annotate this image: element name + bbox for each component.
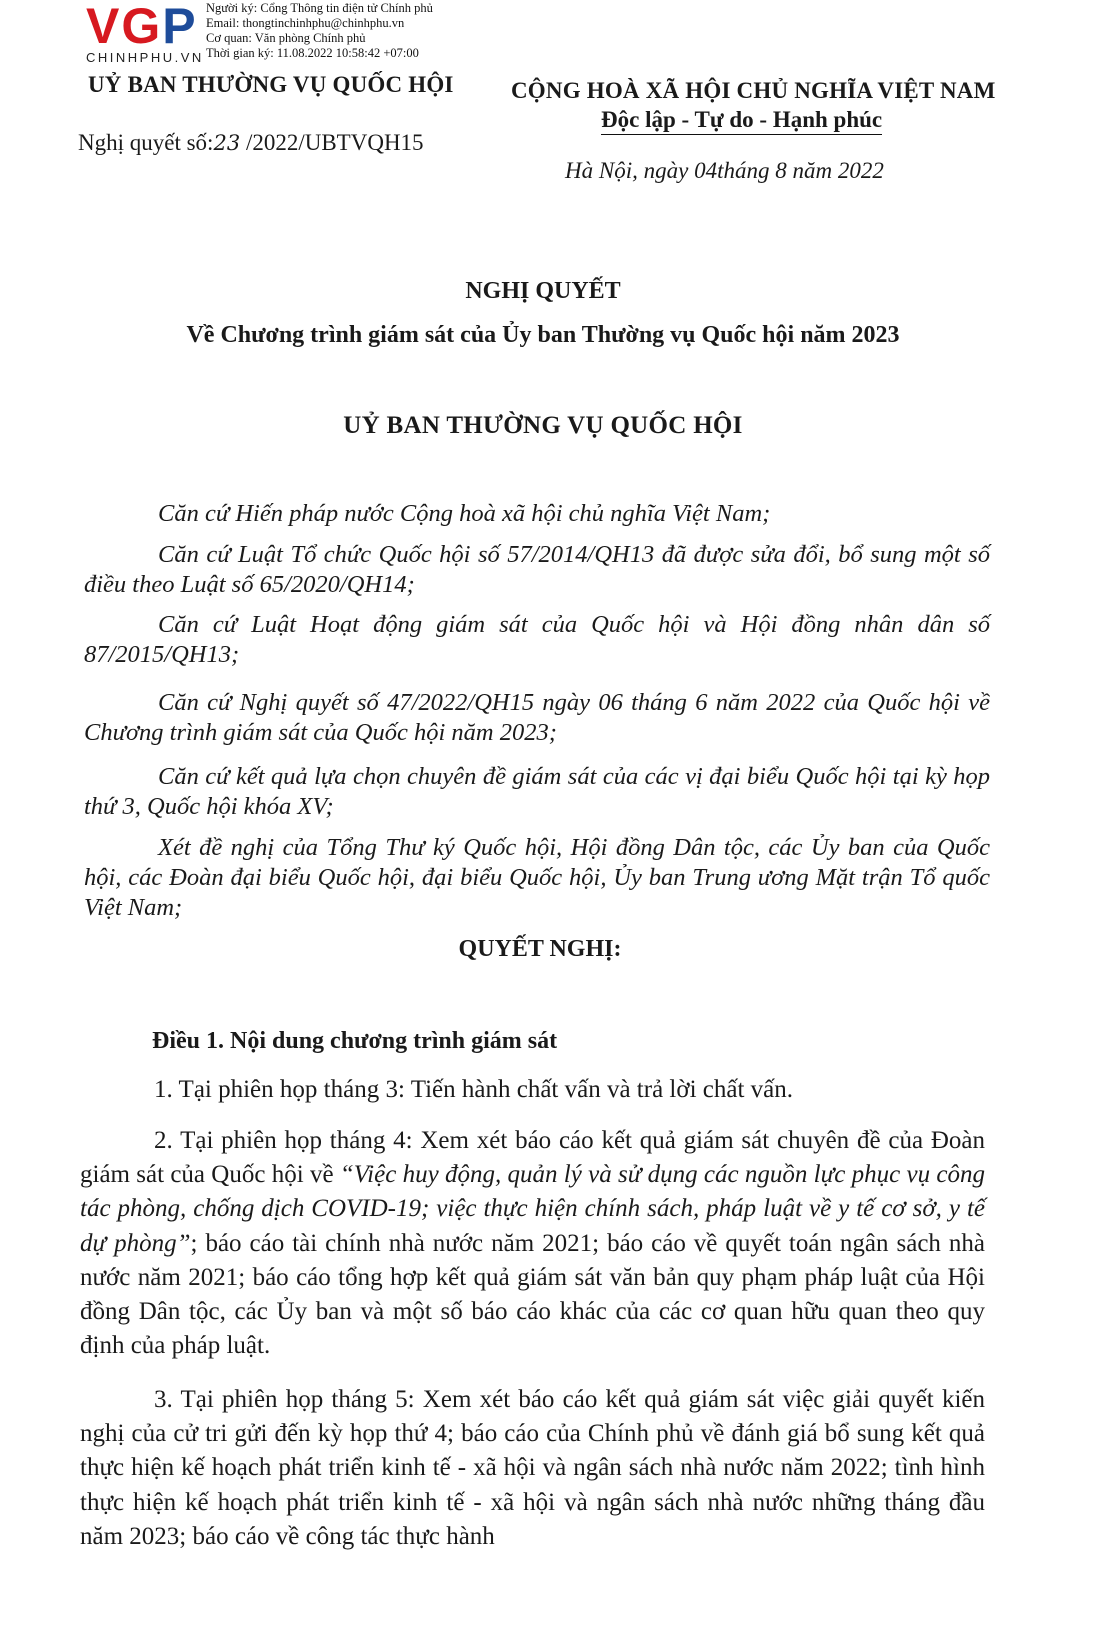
issuing-authority: UỶ BAN THƯỜNG VỤ QUỐC HỘI <box>343 412 743 439</box>
signature-agency: Cơ quan: Văn phòng Chính phủ <box>206 31 366 45</box>
article-1-item-3: 3. Tại phiên họp tháng 5: Xem xét báo cáo kết quả giám sát việc giải quyết kiến nghị của cử tri gửi đến kỳ họp thứ 4; báo cáo của Chính phủ về đánh giá bổ sung kết quả thực hiện kế hoạch phát triển kinh tế - xã hội và ngân sách nhà nước năm 2022; tình hình thực hiện kế hoạch phát triển kinh tế - xã hội và ngân sách nhà nước những tháng đầu năm 2023; báo cáo về công tác thực hành <box>80 1386 985 1550</box>
logo-letter-g: G <box>121 0 163 54</box>
article-1-heading: Điều 1. Nội dung chương trình giám sát <box>152 1028 558 1054</box>
digital-signature <box>206 1 433 61</box>
signature-time: Thời gian ký: 11.08.2022 10:58:42 +07:00 <box>206 46 419 60</box>
vgp-logo <box>86 2 211 64</box>
national-title: CỘNG HOÀ XÃ HỘI CHỦ NGHĨA VIỆT NAM <box>511 78 996 103</box>
vgp-logo-mark <box>86 0 211 54</box>
preamble-clause: Căn cứ Luật Tổ chức Quốc hội số 57/2014/QH13 đã được sửa đổi, bổ sung một số điều theo Luật số 65/2020/QH14; <box>84 541 990 598</box>
signature-signer: Người ký: Cổng Thông tin điện tử Chính phủ <box>206 1 433 15</box>
doc-number-prefix: Nghị quyết số: <box>78 130 214 155</box>
preamble-clause: Căn cứ Hiến pháp nước Cộng hoà xã hội chủ nghĩa Việt Nam; <box>158 500 771 527</box>
doc-number-suffix: /2022/UBTVQH15 <box>240 130 424 155</box>
preamble-clause: Căn cứ Luật Hoạt động giám sát của Quốc hội và Hội đồng nhân dân số 87/2015/QH13; <box>84 611 990 668</box>
article-1-item-1: 1. Tại phiên họp tháng 3: Tiến hành chất vấn và trả lời chất vấn. <box>154 1076 794 1103</box>
document-type: NGHỊ QUYẾT <box>465 278 621 304</box>
article-1-item-2 <box>80 1124 985 1363</box>
item-2-quote: “Việc huy động, quản lý và sử dụng các nguồn lực phục vụ công tác phòng, chống dịch COVID-19; việc thực hiện chính sách, pháp luật về y tế cơ sở, y tế dự phòng” <box>80 1161 985 1257</box>
preamble-clause: Căn cứ kết quả lựa chọn chuyên đề giám sát của các vị đại biểu Quốc hội tại kỳ họp thứ 3, Quốc hội khóa XV; <box>84 763 990 820</box>
item-2-text: 2. Tại phiên họp tháng 4: Xem xét báo cáo kết quả giám sát chuyên đề của Đoàn giám sát của Quốc hội về <box>80 1127 985 1189</box>
document-subject: Về Chương trình giám sát của Ủy ban Thường vụ Quốc hội năm 2023 <box>186 322 900 348</box>
date-suffix: tháng 8 năm 2022 <box>717 158 884 183</box>
doc-number-handwritten: 23 <box>213 131 241 155</box>
document-number <box>78 130 424 156</box>
logo-letter-p: P <box>162 0 198 54</box>
preamble-clause: Căn cứ Nghị quyết số 47/2022/QH15 ngày 06 tháng 6 năm 2022 của Quốc hội về Chương trình giám sát của Quốc hội năm 2023; <box>84 689 990 746</box>
signature-email: Email: thongtinchinhphu@chinhphu.vn <box>206 16 405 30</box>
preamble-clause: Xét đề nghị của Tổng Thư ký Quốc hội, Hội đồng Dân tộc, các Ủy ban của Quốc hội, các Đoàn đại biểu Quốc hội, đại biểu Quốc hội, Ủy ban Trung ương Mặt trận Tổ quốc Việt Nam; <box>84 834 990 921</box>
logo-site: CHINHPHU.VN <box>86 50 204 65</box>
item-2-text-cont: ; báo cáo tài chính nhà nước năm 2021; báo cáo về quyết toán ngân sách nhà nước năm 2021; báo cáo tổng hợp kết quả giám sát văn bản quy phạm pháp luật của Hội đồng Dân tộc, các Ủy ban và một số báo cáo khác của các cơ quan hữu quan theo quy định của pháp luật. <box>80 1229 986 1360</box>
national-motto: Độc lập - Tự do - Hạnh phúc <box>601 107 882 135</box>
decision-heading: QUYẾT NGHỊ: <box>458 936 622 962</box>
issue-date <box>565 158 884 184</box>
issuing-body: UỶ BAN THƯỜNG VỤ QUỐC HỘI <box>88 72 454 97</box>
logo-letter-v: V <box>86 0 122 54</box>
date-day: 04 <box>694 158 718 183</box>
date-prefix: Hà Nội, ngày <box>565 158 695 183</box>
